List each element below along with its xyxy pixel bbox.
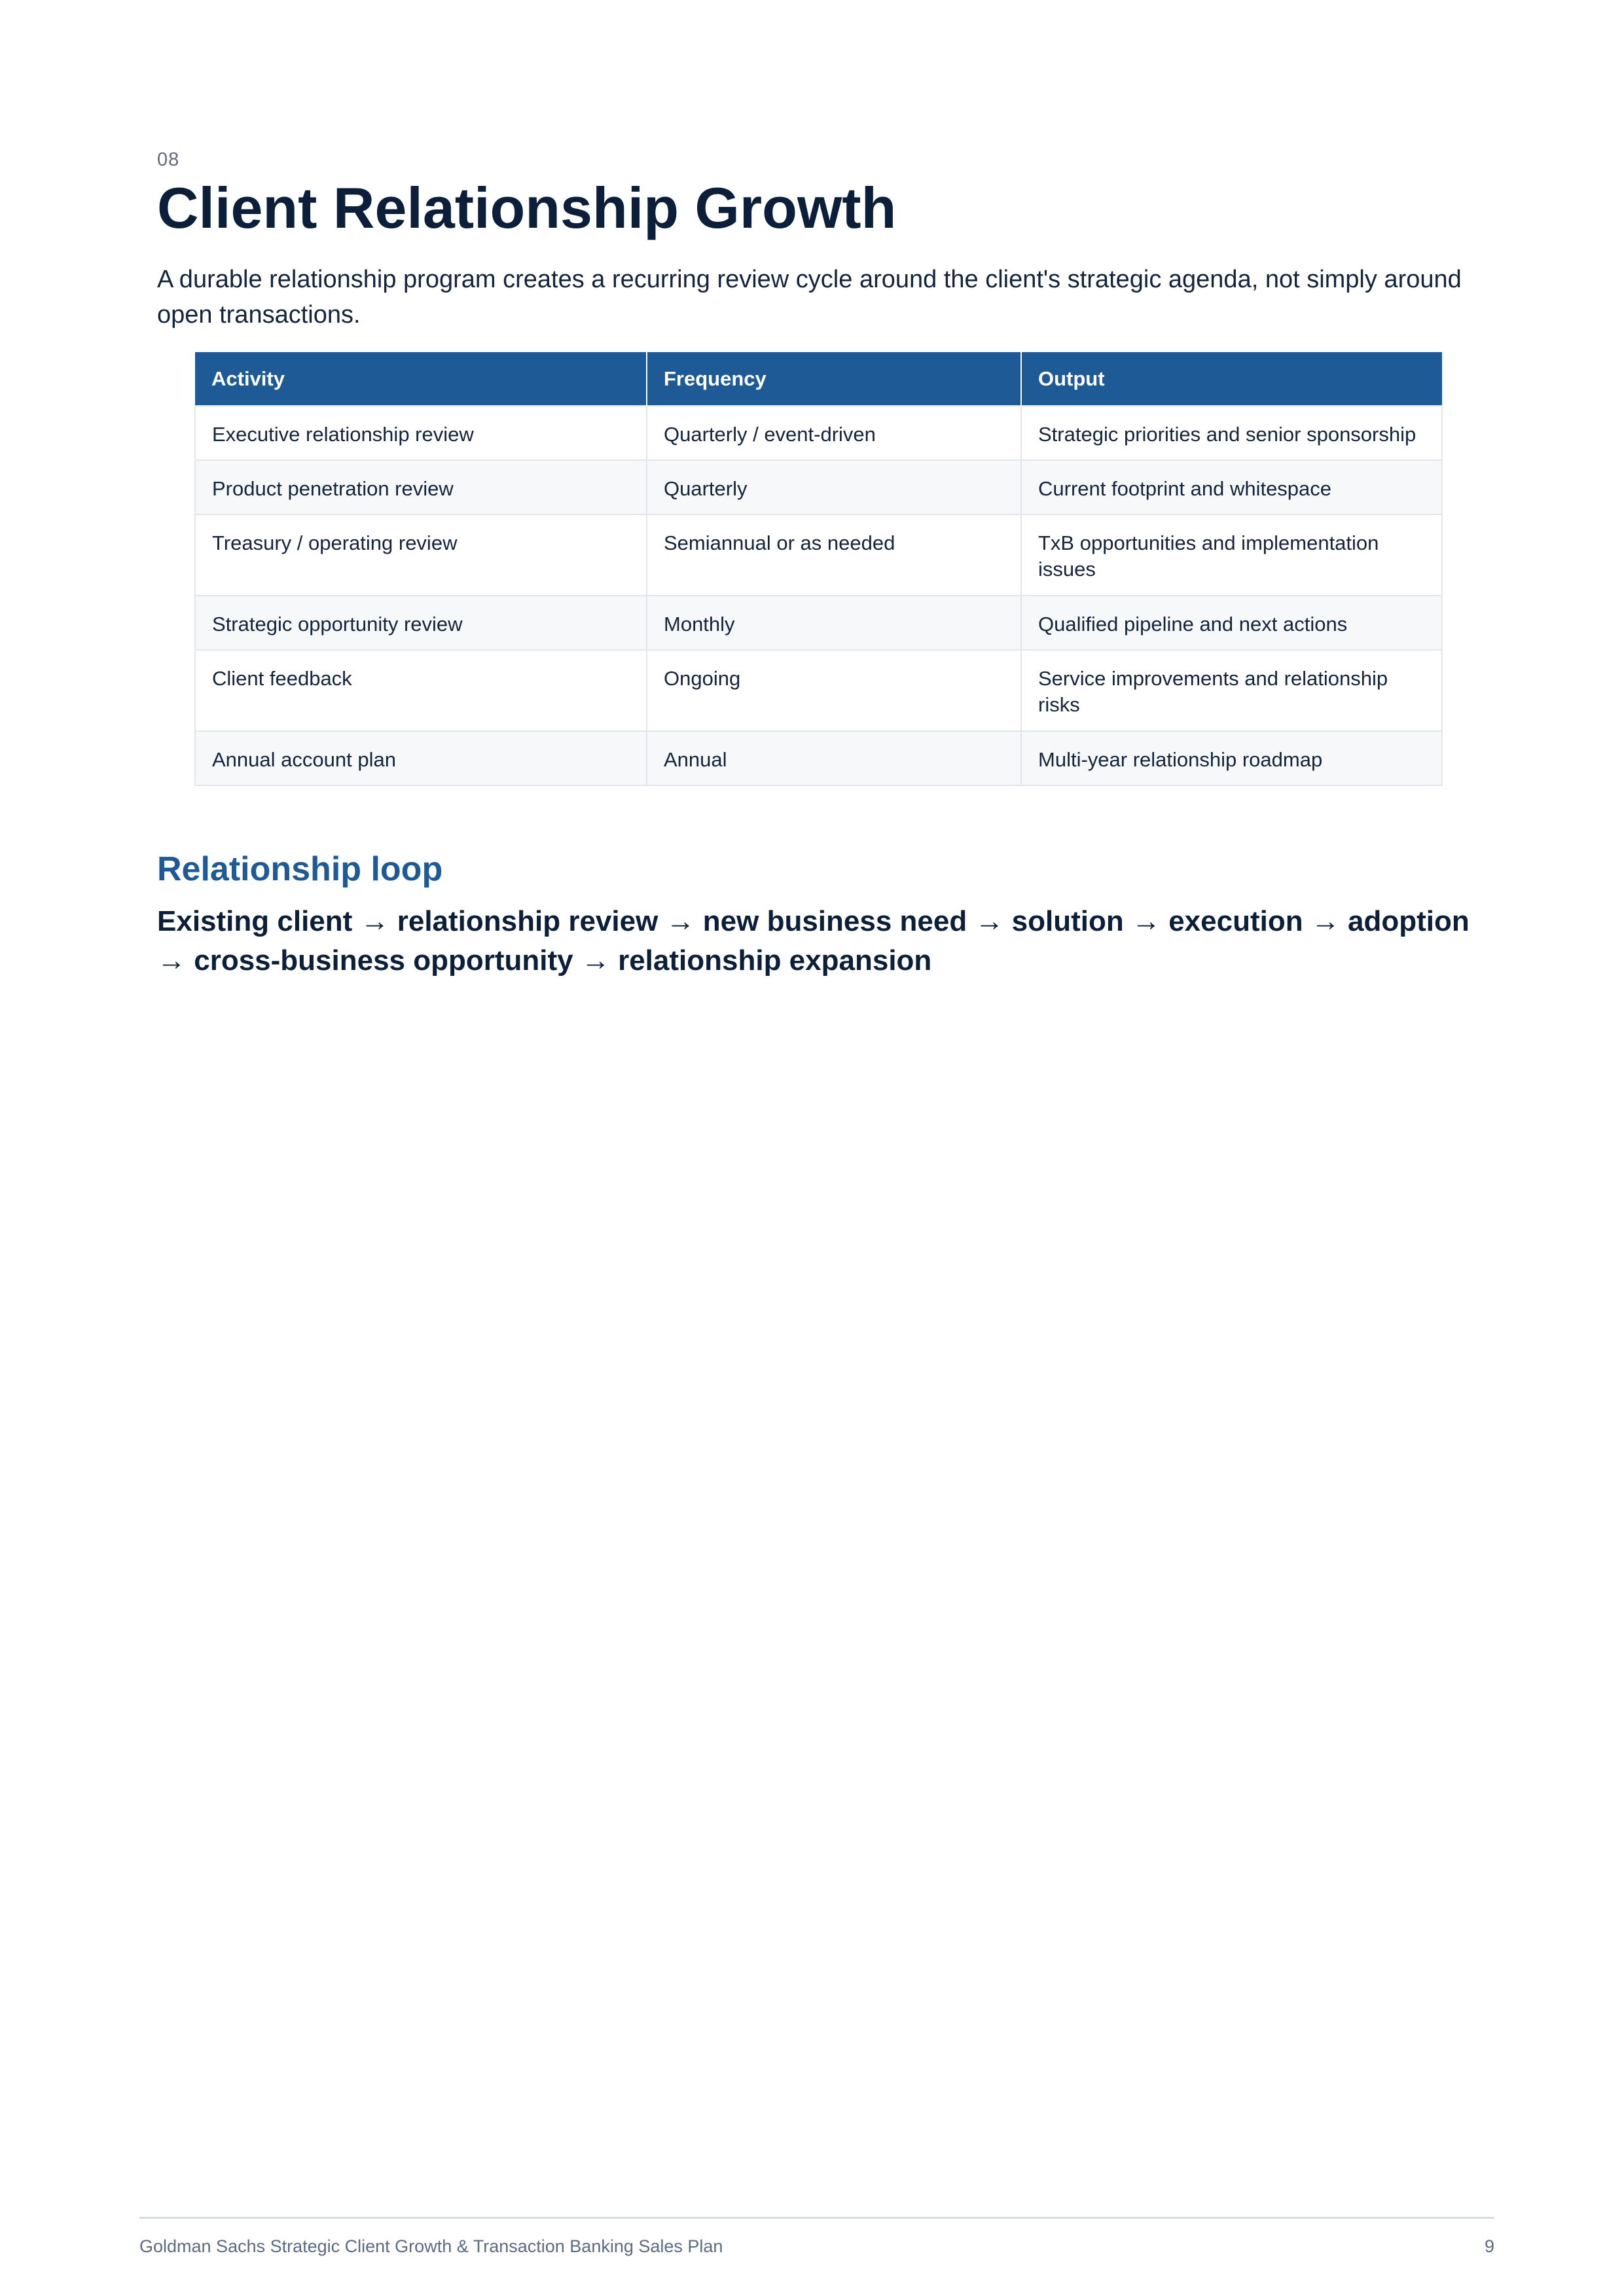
table-cell-activity: Client feedback (195, 650, 647, 731)
table-header-row (195, 352, 1442, 406)
table-cell-activity: Executive relationship review (195, 406, 647, 460)
review-cycle-table (194, 352, 1443, 786)
table-cell-frequency: Quarterly / event-driven (647, 406, 1021, 460)
footer-page-number: 9 (1484, 2236, 1494, 2256)
column-header-frequency: Frequency (647, 352, 1021, 406)
table-cell-frequency: Ongoing (647, 650, 1021, 731)
table-cell-output: TxB opportunities and implementation issues (1021, 514, 1442, 596)
table-row (195, 406, 1442, 460)
table-row (195, 596, 1442, 650)
table-row (195, 731, 1442, 785)
table-cell-frequency: Monthly (647, 596, 1021, 650)
relationship-loop-flow: Existing client → relationship review → new business need → solution → execution → adoption → cross-business opportunity → relationship expansion (157, 905, 1470, 977)
table-cell-frequency: Annual (647, 731, 1021, 785)
relationship-review-table (194, 352, 1441, 786)
table-cell-output: Strategic priorities and senior sponsorship (1021, 406, 1442, 460)
page-title: Client Relationship Growth (157, 175, 897, 240)
section-number: 08 (157, 149, 180, 170)
table-row (195, 460, 1442, 514)
table-cell-output: Qualified pipeline and next actions (1021, 596, 1442, 650)
table-row (195, 514, 1442, 596)
footer-divider (139, 2217, 1494, 2219)
column-header-activity: Activity (195, 352, 647, 406)
table-cell-frequency: Semiannual or as needed (647, 514, 1021, 596)
table-cell-frequency: Quarterly (647, 460, 1021, 514)
table-cell-activity: Annual account plan (195, 731, 647, 785)
table-cell-activity: Product penetration review (195, 460, 647, 514)
table-cell-activity: Treasury / operating review (195, 514, 647, 596)
table-cell-output: Service improvements and relationship risks (1021, 650, 1442, 731)
relationship-loop-heading: Relationship loop (157, 850, 443, 888)
table-cell-output: Current footprint and whitespace (1021, 460, 1442, 514)
footer-document-title: Goldman Sachs Strategic Client Growth & Transaction Banking Sales Plan (139, 2236, 723, 2256)
table-cell-output: Multi-year relationship roadmap (1021, 731, 1442, 785)
table-row (195, 650, 1442, 731)
column-header-output: Output (1021, 352, 1442, 406)
intro-paragraph: A durable relationship program creates a recurring review cycle around the client's strategic agenda, not simply around open transactions. (157, 266, 1462, 329)
table-cell-activity: Strategic opportunity review (195, 596, 647, 650)
